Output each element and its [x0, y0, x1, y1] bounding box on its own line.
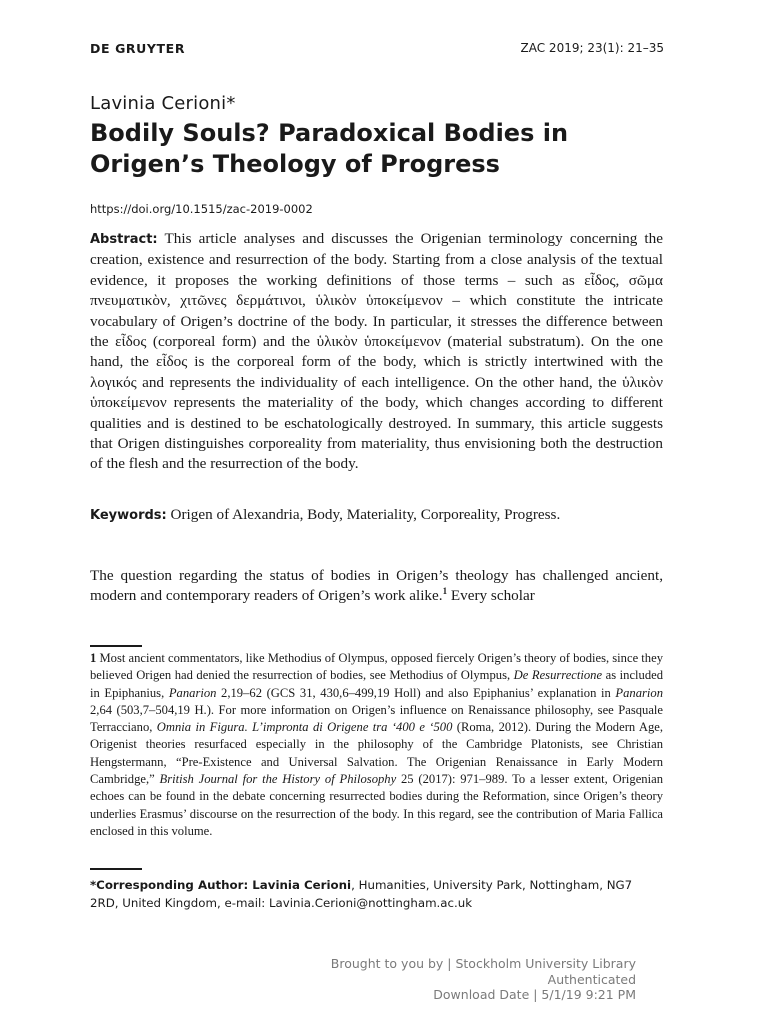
journal-citation: ZAC 2019; 23(1): 21–35 — [520, 41, 664, 55]
keywords — [90, 505, 663, 526]
footnote-divider — [90, 645, 142, 647]
footnote-text: as included in Epiphanius, — [90, 668, 664, 700]
footnote-text: (Roma, 2012). During the Modern Age, Origenist theories resurfaced especially in the philosophy of the Cambridge Platonists, see Christian Hengstermann, “Pre-Existence and Universal Salvation. The Origenian Renaissance in Early Modern Cambridge,” — [90, 720, 664, 787]
publisher-name: DE GRUYTER — [90, 41, 186, 56]
footnote-text: 2,64 (503,7–504,19 H.). For more information on Origen’s influence on Renaissance philosophy, see Pasquale Terracciano, — [90, 702, 663, 735]
intro-paragraph — [90, 566, 663, 607]
abstract-text: This article analyses and discusses the Origenian terminology concerning the creation, existence and resurrection of the body. Starting from a close analysis of the textual evidence, it proposes the working definitions of those terms – such as εἶδος, σῶμα πνευματικὸν, χιτῶνες δερμάτινοι, ὑλικὸν ὑποκείμενον – which constitute the intricate vocabulary of Origen’s doctrine of the body. In particular, it stresses the difference between the εἶδος (corporeal form) and the ὑλικὸν ὑποκείμενον (material substratum). On the one hand, the εἶδος is the corporeal form of the body, which is strictly intertwined with the λογικός and represents the individuality of each intelligence. On the other hand, the ὑλικὸν ὑποκείμενον represents the materiality of the body, which changes according to different qualities and is destined to be eschatologically destroyed. In summary, this article suggests that Origen distinguishes corporeality from materiality, thus envisioning both the destruction of the flesh and the resurrection of the body. — [90, 230, 663, 473]
doi-link[interactable]: https://doi.org/10.1515/zac-2019-0002 — [90, 202, 313, 216]
article-title: Bodily Souls? Paradoxical Bodies in Origen’s Theology of Progress — [90, 119, 569, 178]
abstract-label: Abstract: — [90, 232, 158, 247]
footnote-text: Most ancient commentators, like Methodius of Olympus, opposed fiercely Origen’s theory of bodies, since they believed Origen had denied the resurrection of bodies, see Methodius of Olympus, — [90, 651, 663, 683]
stamp-line: Authenticated — [547, 971, 636, 987]
download-stamp — [331, 956, 636, 1003]
intro-text: The question regarding the status of bodies in Origen’s theology has challenged ancient, modern and contemporary readers of Origen’s work alike. — [90, 567, 663, 605]
corresponding-details: , Humanities, University Park, Nottingham, NG7 2RD, United Kingdom, e-mail: Lavinia.Cerioni@nottingham.ac.uk — [90, 878, 633, 910]
footnote-text: 2,19–62 (GCS 31, 430,6–499,19 Holl) and also Epiphanius’ explanation in — [216, 685, 616, 700]
footnote-italic-title: British Journal for the History of Philosophy — [159, 772, 397, 787]
keywords-label: Keywords: — [90, 508, 167, 523]
footnote-number: 1 — [90, 651, 97, 665]
corresponding-label: *Corresponding Author: — [90, 878, 249, 892]
footnote-italic-title: De Resurrectione — [513, 668, 603, 683]
intro-text-continued: Every scholar — [447, 587, 535, 605]
keywords-text: Origen of Alexandria, Body, Materiality, Corporeality, Progress. — [170, 506, 561, 523]
footnote-text: 25 (2017): 971–989. To a lesser extent, Origenian echoes can be found in the debate concerning resurrected bodies during the Reformation, since Origen’s theory underlies Erasmus’ discourse on the resurrection of the body. In this regard, see the contribution of Maria Fallica enclosed in this volume. — [90, 772, 663, 838]
stamp-line: Download Date | 5/1/19 9:21 PM — [433, 987, 636, 1002]
footnote — [90, 650, 663, 840]
author-name: Lavinia Cerioni* — [90, 93, 236, 114]
footnote-reference[interactable]: 1 — [442, 586, 448, 597]
corresponding-name: Lavinia Cerioni — [248, 878, 352, 892]
abstract — [90, 229, 663, 475]
corresponding-author — [90, 876, 663, 912]
footnote-italic-title: Panarion — [615, 685, 663, 700]
footnote-italic-title: Omnia in Figura. L’impronta di Origene tra ‘400 e ‘500 — [156, 720, 453, 735]
corresponding-divider — [90, 868, 142, 870]
footnote-italic-title: Panarion — [168, 685, 217, 700]
stamp-line: Brought to you by | Stockholm University Library — [330, 956, 636, 971]
